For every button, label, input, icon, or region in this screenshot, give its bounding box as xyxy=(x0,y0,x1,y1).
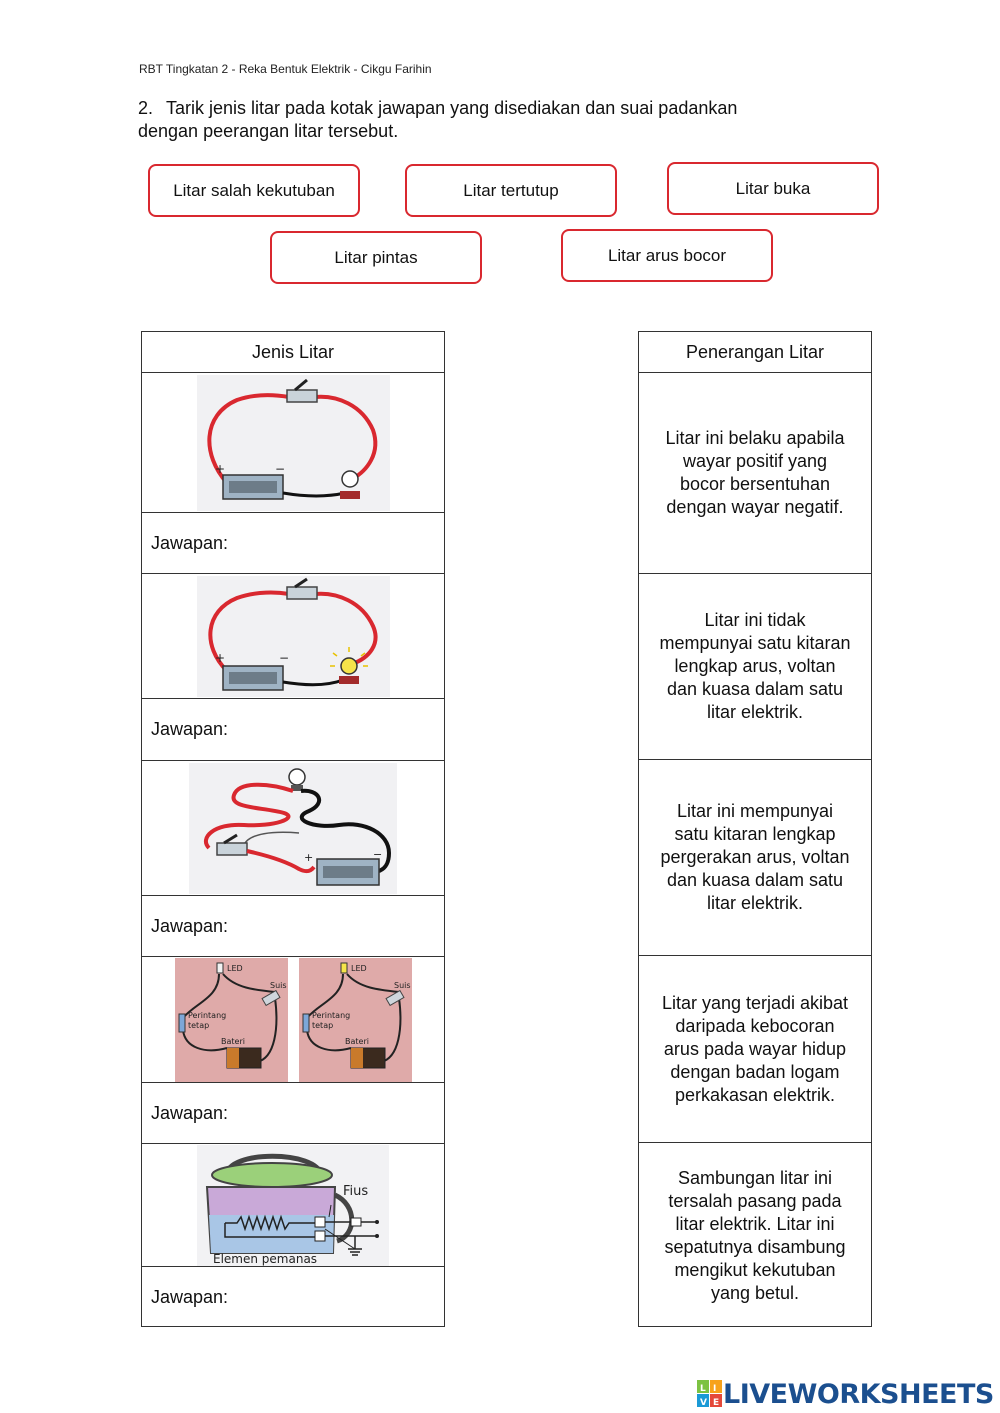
svg-text:+: + xyxy=(214,461,225,476)
led-circuit-left xyxy=(175,958,288,1082)
option-litar-buka[interactable]: Litar buka xyxy=(667,162,879,215)
answer-label: Jawapan: xyxy=(151,719,229,739)
answer-drop-zone-4[interactable] xyxy=(234,1095,444,1131)
question-line-1: Tarik jenis litar pada kotak jawapan yang disediakan dan suai padankan xyxy=(166,98,738,118)
description-3: Litar ini mempunyai satu kitaran lengkap pergerakan arus, voltan dan kuasa dalam satu litar elektrik. xyxy=(639,760,871,956)
circuit-figure-5 xyxy=(142,1144,444,1267)
svg-text:−: − xyxy=(274,461,285,476)
svg-text:I: I xyxy=(713,1384,717,1394)
circuit-figure-4 xyxy=(142,957,444,1083)
liveworksheets-badge-icon xyxy=(697,1380,723,1408)
resistor-label-2: tetap xyxy=(187,1020,209,1030)
description-5: Sambungan litar ini tersalah pasang pada litar elektrik. Litar ini sepatutnya disambung mengikut kekutuban yang betul. xyxy=(664,1167,846,1303)
resistor-label-1: Perintang xyxy=(311,1010,350,1020)
circuit-figure-3 xyxy=(142,761,444,896)
description-2: Litar ini tidak mempunyai satu kitaran lengkap arus, voltan dan kuasa dalam satu litar elektrik. xyxy=(639,574,871,760)
answer-label: Jawapan: xyxy=(151,1102,229,1123)
switch-label: Suis xyxy=(269,980,287,990)
heating-element-label: Elemen pemanas xyxy=(213,1251,318,1266)
circuit-diagram-4 xyxy=(175,958,412,1082)
answer-label: Jawapan: xyxy=(151,1287,229,1307)
option-litar-arus-bocor[interactable]: Litar arus bocor xyxy=(561,229,773,282)
liveworksheets-logo xyxy=(697,1377,994,1411)
circuit-diagram-5 xyxy=(197,1145,389,1266)
liveworksheets-wordmark: LIVEWORKSHEETS xyxy=(723,1378,994,1410)
svg-text:E: E xyxy=(713,1398,720,1408)
answer-label: Jawapan: xyxy=(151,532,229,553)
battery-label: Bateri xyxy=(220,1036,245,1046)
question-line-2: dengan peerangan litar tersebut. xyxy=(138,121,399,141)
description-1: Litar ini belaku apabila wayar positif yang bocor bersentuhan dengan wayar negatif. xyxy=(639,373,871,574)
led-label: LED xyxy=(226,963,243,973)
answer-drop-zone-1[interactable] xyxy=(234,525,444,561)
answer-row-5 xyxy=(142,1267,444,1328)
description-4: Litar yang terjadi akibat daripada kebocoran arus pada wayar hidup dengan badan logam perkakasan elektrik. xyxy=(639,956,871,1143)
svg-text:L: L xyxy=(700,1384,706,1394)
answer-row-2 xyxy=(142,699,444,761)
answer-drop-zone-3[interactable] xyxy=(234,908,444,944)
answer-row-4 xyxy=(142,1083,444,1144)
option-litar-tertutup[interactable]: Litar tertutup xyxy=(405,164,617,217)
option-litar-pintas[interactable]: Litar pintas xyxy=(270,231,482,284)
fuse-label: Fius xyxy=(343,1183,369,1199)
resistor-label-1: Perintang xyxy=(187,1010,226,1020)
svg-text:V: V xyxy=(700,1398,707,1408)
circuit-type-header: Jenis Litar xyxy=(142,332,444,373)
question-text xyxy=(138,97,838,143)
answer-drop-zone-2[interactable] xyxy=(234,712,444,748)
svg-text:+: + xyxy=(304,850,314,864)
circuit-diagram-2 xyxy=(197,576,390,697)
answer-drop-zone-5[interactable] xyxy=(234,1280,444,1316)
answer-row-3 xyxy=(142,896,444,957)
svg-text:−: − xyxy=(373,847,383,861)
circuit-type-table xyxy=(141,331,445,1327)
svg-text:−: − xyxy=(278,650,289,665)
circuit-figure-2 xyxy=(142,574,444,699)
battery-label: Bateri xyxy=(344,1036,369,1046)
svg-text:+: + xyxy=(214,650,225,665)
option-litar-salah-kekutuban[interactable]: Litar salah kekutuban xyxy=(148,164,360,217)
circuit-diagram-3 xyxy=(189,763,397,894)
led-circuit-right xyxy=(299,958,412,1082)
led-label: LED xyxy=(350,963,367,973)
answer-label: Jawapan: xyxy=(151,915,229,936)
circuit-figure-1 xyxy=(142,373,444,513)
worksheet-header: RBT Tingkatan 2 - Reka Bentuk Elektrik - Cikgu Farihin xyxy=(139,62,432,76)
circuit-diagram-1 xyxy=(197,375,390,511)
circuit-description-header: Penerangan Litar xyxy=(639,332,871,373)
switch-label: Suis xyxy=(393,980,411,990)
circuit-description-table xyxy=(638,331,872,1327)
question-number: 2. xyxy=(138,98,154,118)
answer-row-1 xyxy=(142,513,444,574)
resistor-label-2: tetap xyxy=(311,1020,333,1030)
